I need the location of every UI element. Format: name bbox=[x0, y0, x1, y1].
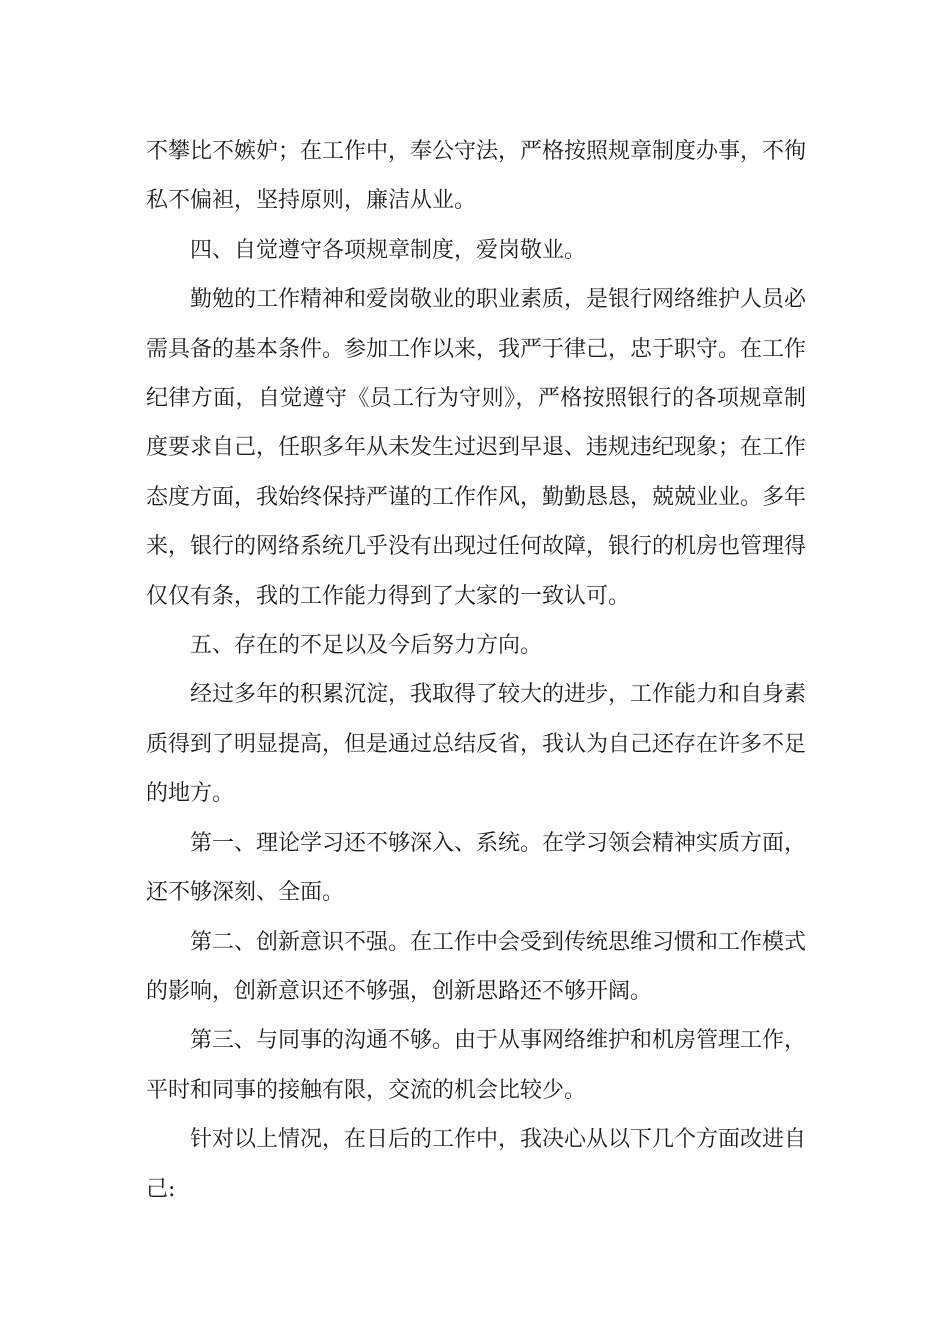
paragraph-reflection: 经过多年的积累沉淀，我取得了较大的进步，工作能力和自身素质得到了明显提高，但是通过总结反省，我认为自己还存在许多不足的地方。 bbox=[146, 682, 807, 807]
paragraph-continuation: 不攀比不嫉妒；在工作中，奉公守法，严格按照规章制度办事，不徇私不偏袒，坚持原则，廉洁从业。 bbox=[146, 139, 807, 214]
paragraph-shortcoming-one: 第一、理论学习还不够深入、系统。在学习领会精神实质方面，还不够深刻、全面。 bbox=[146, 830, 807, 906]
paragraph-shortcoming-two: 第二、创新意识不强。在工作中会受到传统思维习惯和工作模式的影响，创新意识还不够强，创新思路还不够开阔。 bbox=[146, 929, 807, 1004]
paragraph-diligence: 勤勉的工作精神和爱岗敬业的职业素质，是银行网络维护人员必需具备的基本条件。参加工作以来，我严于律己，忠于职守。在工作纪律方面，自觉遵守《员工行为守则》，严格按照银行的各项规章制度要求自己，任职多年从未发生过迟到早退、违规违纪现象；在工作态度方面，我始终保持严谨的工作作风，勤勤恳恳，兢兢业业。多年来，银行的网络系统几乎没有出现过任何故障，银行的机房也管理得仅仅有条，我的工作能力得到了大家的一致认可。 bbox=[146, 287, 807, 609]
document-page bbox=[146, 127, 806, 1214]
paragraph-shortcoming-three: 第三、与同事的沟通不够。由于从事网络维护和机房管理工作，平时和同事的接触有限，交流的机会比较少。 bbox=[146, 1028, 807, 1103]
paragraph-improvement: 针对以上情况，在日后的工作中，我决心从以下几个方面改进自己: bbox=[146, 1127, 807, 1202]
section-heading-five: 五、存在的不足以及今后努力方向。 bbox=[190, 633, 543, 659]
section-heading-four: 四、自觉遵守各项规章制度，爱岗敬业。 bbox=[190, 237, 587, 263]
